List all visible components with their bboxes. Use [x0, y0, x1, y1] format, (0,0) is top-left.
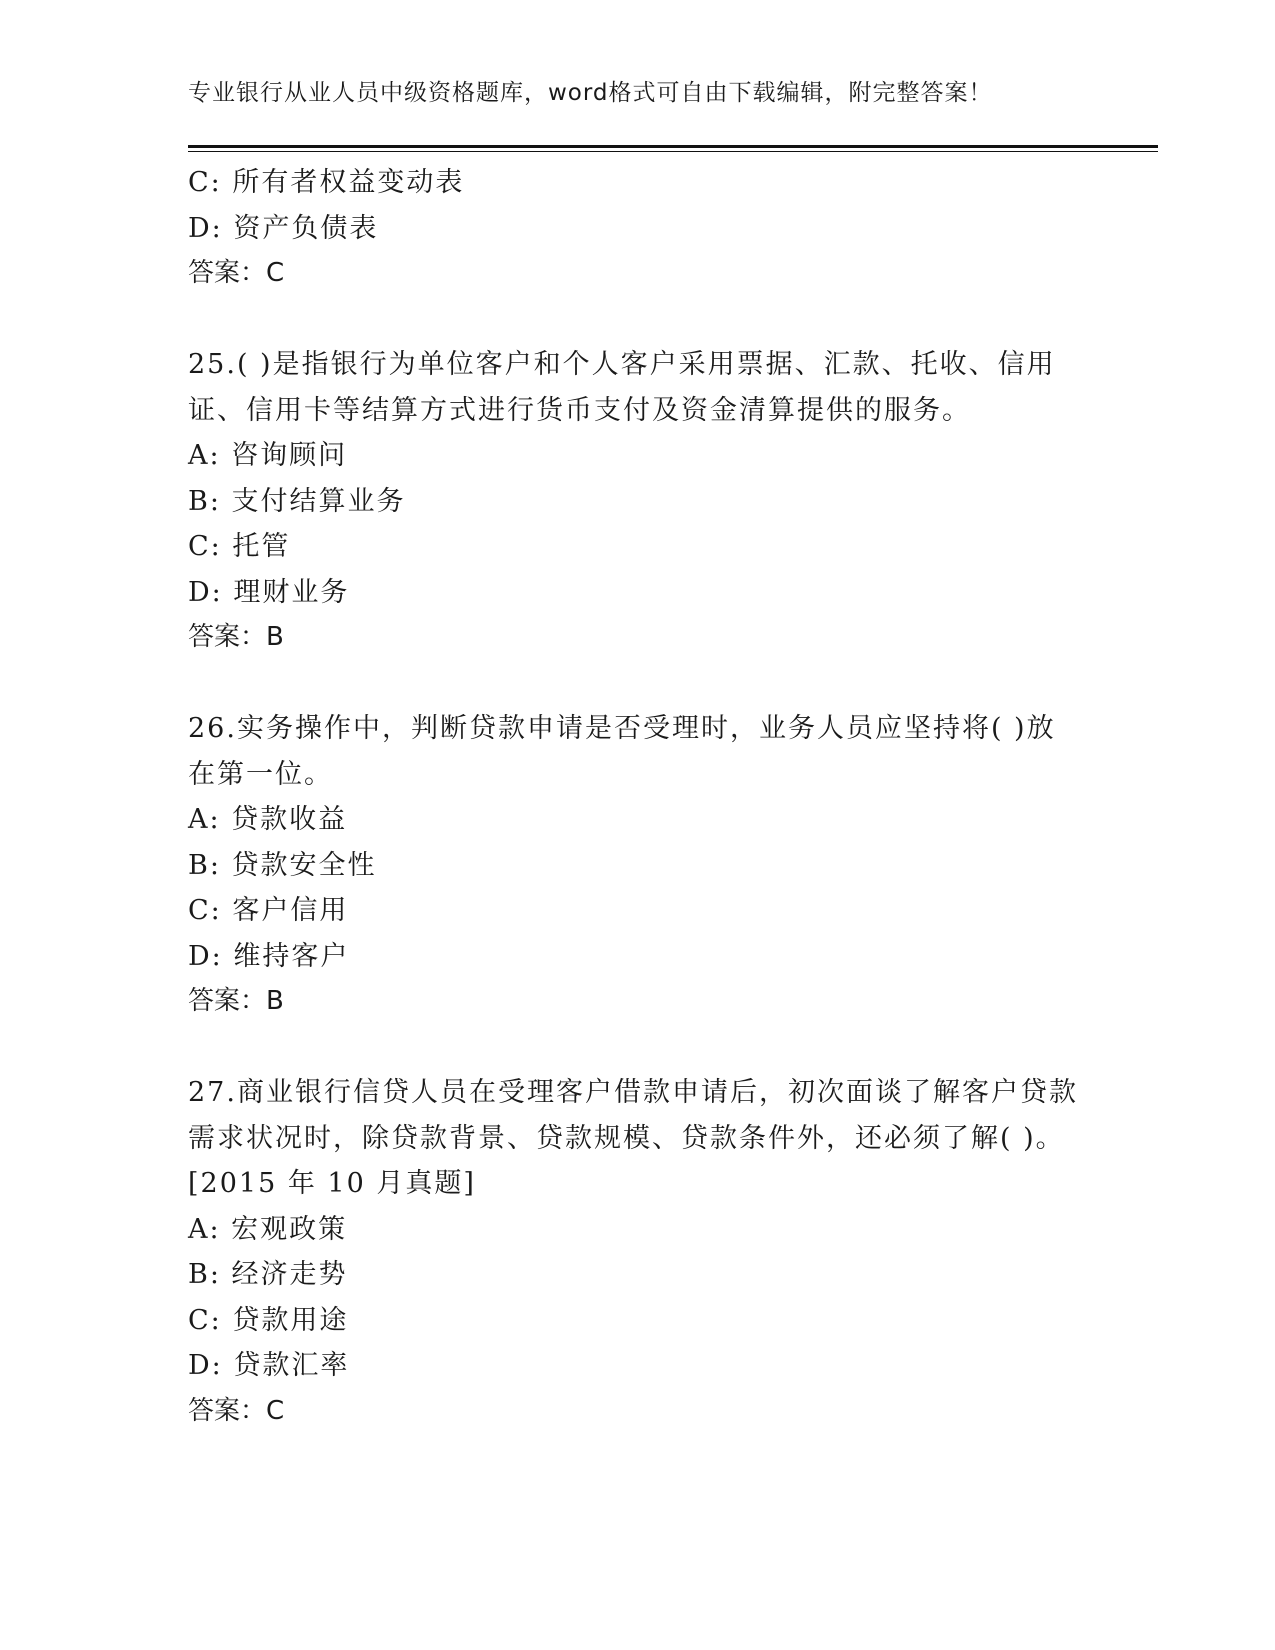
answer-line: 答案：B	[188, 622, 284, 652]
option-c: C: 托管	[188, 531, 291, 562]
option-c: C: 所有者权益变动表	[188, 167, 465, 198]
question-block-26	[188, 706, 1088, 1025]
document-body	[188, 160, 1088, 1434]
question-block-25	[188, 342, 1088, 661]
option-d: D: 资产负债表	[188, 212, 379, 244]
header-rule-thick	[188, 145, 1158, 148]
option-d: D: 维持客户	[188, 940, 350, 972]
answer-line: 答案：C	[188, 258, 285, 288]
question-text-line: 25.( )是指银行为单位客户和个人客户采用票据、汇款、托收、信用	[188, 349, 1056, 380]
spacer	[188, 661, 1088, 707]
option-b: B: 经济走势	[188, 1259, 348, 1290]
answer-line: 答案：C	[188, 1395, 285, 1426]
question-text-line: 需求状况时，除贷款背景、贷款规模、贷款条件外，还必须了解( )。	[188, 1122, 1065, 1154]
spacer	[188, 1025, 1088, 1071]
option-c: C: 客户信用	[188, 895, 349, 926]
question-text-line: 在第一位。	[188, 758, 333, 790]
option-a: A: 咨询顾问	[188, 440, 348, 471]
option-c: C: 贷款用途	[188, 1304, 349, 1336]
header-rule-thin	[188, 151, 1158, 152]
page-header: 专业银行从业人员中级资格题库，word格式可自由下载编辑，附完整答案！	[188, 80, 993, 106]
option-d: D: 贷款汇率	[188, 1350, 350, 1381]
option-a: A: 宏观政策	[188, 1213, 348, 1245]
spacer	[188, 297, 1088, 343]
option-b: B: 支付结算业务	[188, 485, 406, 517]
question-block-previous	[188, 160, 1088, 297]
question-block-27	[188, 1070, 1088, 1434]
question-text-line: 26.实务操作中，判断贷款申请是否受理时，业务人员应坚持将( )放	[188, 713, 1056, 744]
answer-line: 答案：B	[188, 986, 284, 1016]
option-a: A: 贷款收益	[188, 804, 348, 835]
option-b: B: 贷款安全性	[188, 849, 377, 881]
question-text-line: 证、信用卡等结算方式进行货币支付及资金清算提供的服务。	[188, 394, 971, 426]
question-source-line: [2015 年 10 月真题]	[188, 1168, 476, 1199]
option-d: D: 理财业务	[188, 576, 350, 608]
question-text-line: 27.商业银行信贷人员在受理客户借款申请后，初次面谈了解客户贷款	[188, 1077, 1078, 1108]
